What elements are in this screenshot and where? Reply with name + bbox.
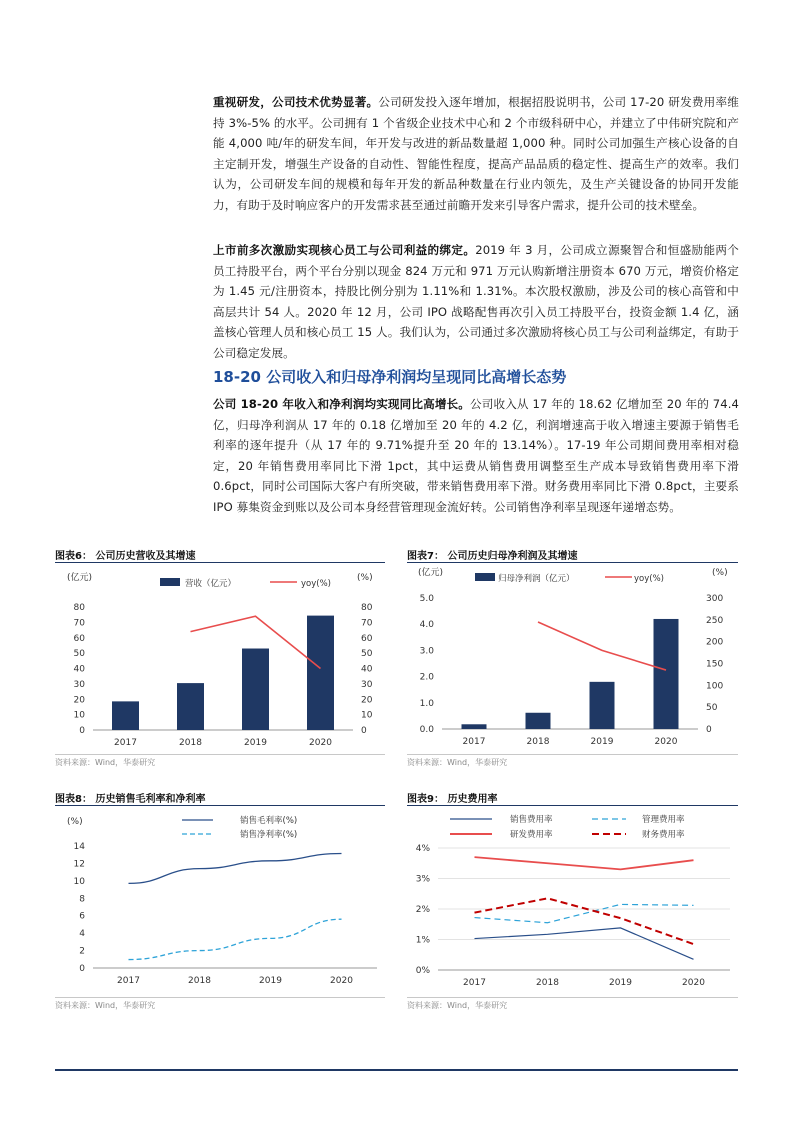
- x-tick-label: 2017: [117, 976, 140, 986]
- figure9-legend-b: 管理费用率: [642, 815, 685, 825]
- bar-2020: [654, 619, 679, 729]
- figure9-chart: [400, 808, 740, 998]
- x-tick-label: 2019: [244, 738, 267, 748]
- y-tick-label: 40: [73, 664, 85, 675]
- paragraph-incentive-lead: 上市前多次激励实现核心员工与公司利益的绑定。: [213, 243, 476, 257]
- figure8-bottom-rule: [55, 997, 385, 998]
- y2-tick-label: 30: [361, 679, 373, 690]
- x-tick-label: 2019: [259, 976, 282, 986]
- figure6-bottom-rule: [55, 754, 385, 755]
- figure7-chart: [400, 565, 740, 755]
- figure9-title: 图表9： 历史费用率: [407, 794, 498, 805]
- figure8-source: 资料来源：Wind，华泰研究: [55, 1001, 156, 1010]
- y-tick-label: 1.0: [419, 698, 434, 709]
- x-tick-label: 2020: [654, 737, 678, 747]
- figure7-right-unit: (%): [712, 568, 728, 578]
- y-tick-label: 70: [73, 618, 85, 629]
- paragraph-incentive-body: 2019 年 3 月，公司成立源聚智合和恒盛励能两个员工持股平台，两个平台分别以现金 824 万元和 971 万元认购新增注册资本 670 万元，增资价格定为 1.45 元/注册资本，持股比例分别为 1.11%和 1.31%。本次股权激励，涉及公司的核心高管和中高层共计 54 人。2020 年 12 月，公司 IPO 战略配售再次引入员工持股平台，投资金额 1.4 亿，涵盖核心管理人员和核心员工 15 人。我们认为，公司通过多次激励将核心员工与公司利益绑定，有助于公司稳定发展。: [213, 243, 740, 360]
- y-tick-label: 14: [73, 842, 85, 852]
- x-tick-label: 2018: [179, 738, 202, 748]
- x-tick-label: 2017: [462, 737, 486, 747]
- x-tick-label: 2018: [188, 976, 211, 986]
- figure9-bottom-rule: [407, 997, 738, 998]
- figure6-legend-line: yoy(%): [301, 579, 331, 589]
- bar-2017: [112, 701, 139, 730]
- figure9-legend-c: 研发费用率: [510, 830, 553, 840]
- figure7-legend-line: yoy(%): [634, 574, 664, 584]
- figure6-chart: [55, 565, 395, 755]
- y2-tick-label: 60: [361, 633, 373, 644]
- y-tick-label: 3%: [415, 874, 430, 885]
- series-line-2: [475, 857, 694, 869]
- y2-tick-label: 100: [706, 681, 724, 692]
- y-tick-label: 0%: [415, 966, 430, 976]
- figure6-legend-bar: 营收（亿元）: [185, 579, 237, 589]
- y2-tick-label: 20: [361, 695, 373, 706]
- figure7-rule: [407, 562, 738, 563]
- figure7-left-unit: (亿元): [418, 568, 444, 578]
- figure6-legend-bar-swatch: [160, 578, 180, 586]
- y-tick-label: 6: [79, 911, 85, 922]
- y-tick-label: 60: [73, 633, 85, 644]
- y2-tick-label: 50: [706, 703, 718, 714]
- paragraph-growth-body: 公司收入从 17 年的 18.62 亿增加至 20 年的 74.4 亿，归母净利润从 17 年的 0.18 亿增加至 20 年的 4.2 亿，利润增速高于收入增速主要源于销售毛利率的逐年提升（从 17 年的 9.71%提升至 20 年的 13.14%）。17-19 年公司期间费用率相对稳定，20 年销售费用率同比下滑 1pct，其中运费从销售费用调整至生产成本导致销售费用率下滑 0.6pct，同时公司国际大客户有所突破，带来销售费用率下滑。财务费用率同比下滑 0.8pct，主要系 IPO 募集资金到账以及公司本身经营管理现金流好转。公司销售净利率呈现逐年递增态势。: [213, 397, 740, 514]
- figure6-right-unit: (%): [357, 573, 373, 583]
- figure9-legend-a: 销售费用率: [510, 815, 553, 825]
- y-tick-label: 10: [73, 710, 85, 721]
- paragraph-rnd-lead: 重视研发，公司技术优势显著。: [213, 95, 379, 109]
- bar-2019: [242, 649, 269, 730]
- paragraph-incentive: [213, 240, 739, 363]
- y-tick-label: 50: [73, 649, 85, 660]
- series-line-0: [129, 853, 342, 883]
- y-tick-label: 2%: [415, 905, 430, 915]
- figure6-left-unit: (亿元): [67, 573, 93, 583]
- y2-tick-label: 80: [361, 603, 373, 613]
- x-tick-label: 2020: [682, 978, 705, 988]
- yoy-line: [538, 622, 666, 670]
- y2-tick-label: 0: [361, 726, 367, 736]
- y-tick-label: 3.0: [419, 646, 434, 657]
- section-title: 18-20 公司收入和归母净利润均呈现同比高增长态势: [213, 368, 567, 386]
- figure7-legend-bar: 归母净利润（亿元）: [498, 574, 575, 584]
- y-tick-label: 80: [73, 603, 85, 613]
- figure9-legend-d: 财务费用率: [642, 830, 685, 840]
- x-tick-label: 2017: [114, 738, 137, 748]
- y-tick-label: 30: [73, 679, 85, 690]
- y-tick-label: 2.0: [419, 672, 434, 683]
- paragraph-rnd: [213, 92, 739, 215]
- x-tick-label: 2018: [526, 737, 550, 747]
- y-tick-label: 0.0: [419, 725, 434, 735]
- y2-tick-label: 300: [706, 594, 724, 604]
- y-tick-label: 2: [79, 946, 85, 957]
- bar-2017: [462, 724, 487, 729]
- bar-2019: [590, 682, 615, 729]
- figure7-legend-bar-swatch: [475, 573, 495, 581]
- paragraph-growth: [213, 394, 739, 517]
- figure8-title: 图表8： 历史销售毛利率和净利率: [55, 794, 206, 805]
- figure7-title: 图表7： 公司历史归母净利润及其增速: [407, 551, 578, 562]
- y-tick-label: 10: [73, 876, 85, 887]
- y-tick-label: 5.0: [419, 594, 434, 604]
- y-tick-label: 12: [73, 859, 85, 870]
- x-tick-label: 2019: [609, 978, 632, 988]
- y2-tick-label: 0: [706, 725, 712, 735]
- figure6-rule: [55, 562, 385, 563]
- footer-rule: [55, 1069, 738, 1071]
- y-tick-label: 4: [79, 929, 85, 940]
- y2-tick-label: 150: [706, 659, 724, 670]
- y2-tick-label: 50: [361, 649, 373, 660]
- bar-2018: [177, 683, 204, 730]
- y2-tick-label: 10: [361, 710, 373, 721]
- figure8-legend-a: 销售毛利率(%): [240, 816, 298, 826]
- series-line-1: [129, 919, 342, 959]
- figure8-left-unit: (%): [67, 817, 83, 827]
- figure7-source: 资料来源：Wind，华泰研究: [407, 758, 508, 767]
- y-tick-label: 4%: [415, 844, 430, 854]
- x-tick-label: 2017: [463, 978, 486, 988]
- bar-2018: [526, 713, 551, 729]
- x-tick-label: 2018: [536, 978, 559, 988]
- figure9-source: 资料来源：Wind，华泰研究: [407, 1001, 508, 1010]
- y-tick-label: 4.0: [419, 620, 434, 631]
- figure8-chart: [55, 808, 395, 998]
- figure8-legend-b: 销售净利率(%): [240, 830, 298, 840]
- y-tick-label: 1%: [415, 935, 430, 946]
- y2-tick-label: 250: [706, 615, 724, 626]
- paragraph-growth-lead: 公司 18-20 年收入和净利润均实现同比高增长。: [213, 397, 471, 411]
- figure8-rule: [55, 805, 385, 806]
- paragraph-rnd-body: 公司研发投入逐年增加，根据招股说明书，公司 17-20 研发费用率维持 3%-5% 的水平。公司拥有 1 个省级企业技术中心和 2 个市级科研中心，并建立了中伟研究院和产能 4,000 吨/年的研发车间，年开发与改进的新品数量超 1,000 种。同时公司加强生产核心设备的自主定制开发，增强生产设备的自动性、智能性程度，提高产品品质的稳定性、提高生产的效率。我们认为，公司研发车间的规模和每年开发的新品种数量在行业内领先，及生产关键设备的协同开发能力，有助于及时响应客户的开发需求甚至通过前瞻开发来引导客户需求，提升公司的技术壁垒。: [213, 95, 739, 212]
- figure6-source: 资料来源：Wind，华泰研究: [55, 758, 156, 767]
- y-tick-label: 20: [73, 695, 85, 706]
- x-tick-label: 2020: [330, 976, 353, 986]
- y-tick-label: 0: [79, 726, 85, 736]
- y2-tick-label: 40: [361, 664, 373, 675]
- y-tick-label: 8: [79, 894, 85, 905]
- y2-tick-label: 200: [706, 637, 724, 648]
- figure7-bottom-rule: [407, 754, 738, 755]
- y2-tick-label: 70: [361, 618, 373, 629]
- x-tick-label: 2020: [309, 738, 332, 748]
- bar-2020: [307, 616, 334, 730]
- figure6-title: 图表6： 公司历史营收及其增速: [55, 551, 196, 562]
- figure9-rule: [407, 805, 738, 806]
- x-tick-label: 2019: [590, 737, 614, 747]
- y-tick-label: 0: [79, 964, 85, 974]
